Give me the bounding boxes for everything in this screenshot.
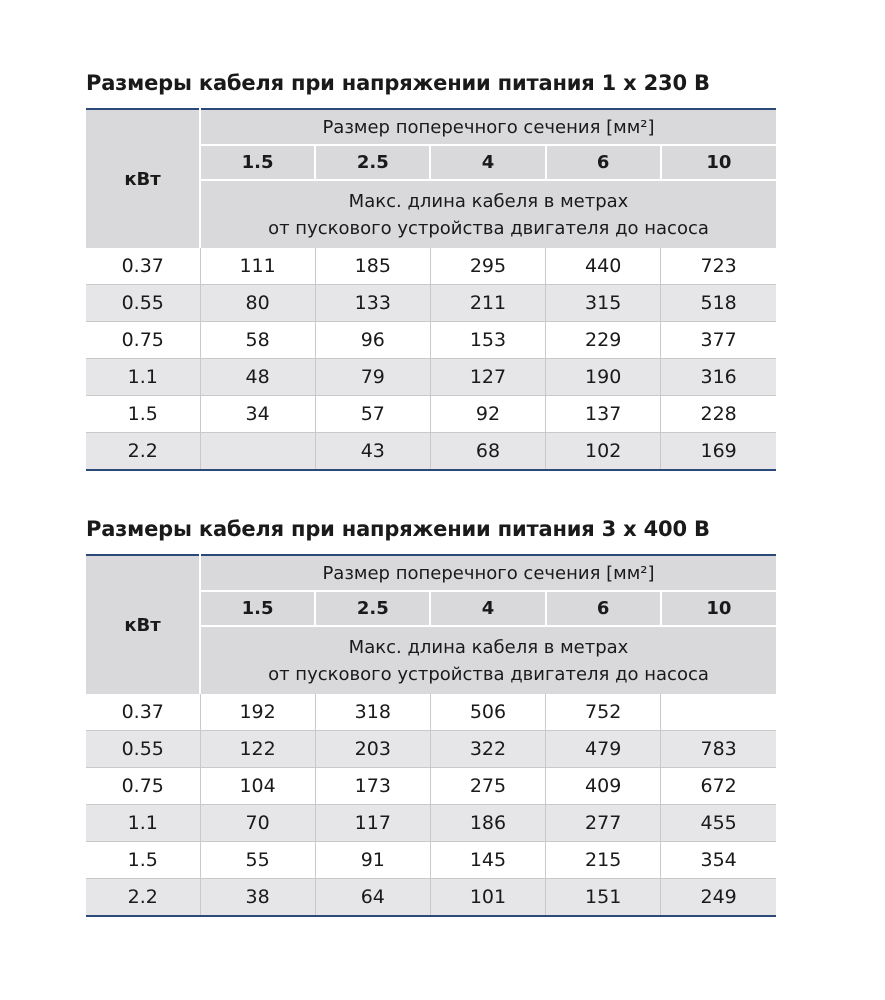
table-row (86, 768, 776, 805)
section-title: Размеры кабеля при напряжении питания 1 x 230 В (86, 71, 710, 95)
cross-section-cell: 1.5 (200, 145, 315, 180)
cross-section-header: Размер поперечного сечения [мм²] (200, 555, 776, 591)
length-cell: 409 (546, 768, 661, 805)
table-row (86, 694, 776, 731)
length-cell: 151 (546, 879, 661, 917)
table-row (86, 248, 776, 285)
kw-cell: 1.1 (86, 359, 200, 396)
length-cell: 70 (200, 805, 315, 842)
cross-section-cell: 2.5 (315, 145, 430, 180)
table-row (86, 731, 776, 768)
cable-table-section-3phase (86, 512, 776, 917)
length-cell: 96 (315, 322, 430, 359)
length-cell: 43 (315, 433, 430, 471)
kw-cell: 2.2 (86, 433, 200, 471)
length-cell: 137 (546, 396, 661, 433)
kw-cell: 2.2 (86, 879, 200, 917)
length-cell: 173 (315, 768, 430, 805)
length-header-line1: Макс. длина кабеля в метрах (348, 191, 629, 212)
length-cell: 203 (315, 731, 430, 768)
length-cell: 479 (546, 731, 661, 768)
cable-size-table (86, 554, 776, 917)
length-header (200, 626, 776, 694)
kw-cell: 1.1 (86, 805, 200, 842)
length-cell: 185 (315, 248, 430, 285)
length-cell: 192 (200, 694, 315, 731)
length-header (200, 180, 776, 248)
length-cell: 101 (430, 879, 545, 917)
length-cell (200, 433, 315, 471)
cross-section-cell: 4 (430, 145, 545, 180)
length-cell: 316 (661, 359, 776, 396)
length-cell: 55 (200, 842, 315, 879)
length-cell: 354 (661, 842, 776, 879)
kw-cell: 1.5 (86, 842, 200, 879)
cross-section-header: Размер поперечного сечения [мм²] (200, 109, 776, 145)
cross-section-cell: 10 (661, 145, 776, 180)
length-cell: 228 (661, 396, 776, 433)
length-cell: 58 (200, 322, 315, 359)
length-cell: 38 (200, 879, 315, 917)
table-row (86, 879, 776, 917)
length-cell: 275 (430, 768, 545, 805)
kw-cell: 0.37 (86, 248, 200, 285)
length-cell: 277 (546, 805, 661, 842)
table-row (86, 805, 776, 842)
length-cell: 48 (200, 359, 315, 396)
length-header-line2: от пускового устройства двигателя до насоса (268, 664, 709, 685)
kw-cell: 0.75 (86, 322, 200, 359)
cross-section-cell: 2.5 (315, 591, 430, 626)
length-cell: 57 (315, 396, 430, 433)
length-cell: 249 (661, 879, 776, 917)
cross-section-cell: 10 (661, 591, 776, 626)
length-cell: 91 (315, 842, 430, 879)
length-cell: 80 (200, 285, 315, 322)
length-cell: 127 (430, 359, 545, 396)
length-cell: 117 (315, 805, 430, 842)
length-cell: 211 (430, 285, 545, 322)
length-cell: 315 (546, 285, 661, 322)
length-cell (661, 694, 776, 731)
kw-header: кВт (86, 555, 200, 694)
length-cell: 229 (546, 322, 661, 359)
length-cell: 455 (661, 805, 776, 842)
length-cell: 318 (315, 694, 430, 731)
cable-table-section-1phase (86, 66, 776, 471)
table-row (86, 433, 776, 471)
length-cell: 322 (430, 731, 545, 768)
cable-size-table (86, 108, 776, 471)
cross-section-cell: 6 (546, 145, 661, 180)
length-cell: 723 (661, 248, 776, 285)
length-cell: 133 (315, 285, 430, 322)
section-title: Размеры кабеля при напряжении питания 3 x 400 В (86, 517, 710, 541)
cross-section-cell: 1.5 (200, 591, 315, 626)
length-cell: 186 (430, 805, 545, 842)
length-cell: 104 (200, 768, 315, 805)
length-cell: 506 (430, 694, 545, 731)
length-cell: 68 (430, 433, 545, 471)
length-header-line1: Макс. длина кабеля в метрах (348, 637, 629, 658)
length-cell: 440 (546, 248, 661, 285)
length-cell: 153 (430, 322, 545, 359)
kw-cell: 1.5 (86, 396, 200, 433)
kw-header: кВт (86, 109, 200, 248)
table-row (86, 359, 776, 396)
length-cell: 145 (430, 842, 545, 879)
length-cell: 377 (661, 322, 776, 359)
length-cell: 518 (661, 285, 776, 322)
length-cell: 215 (546, 842, 661, 879)
length-cell: 672 (661, 768, 776, 805)
length-cell: 34 (200, 396, 315, 433)
kw-cell: 0.55 (86, 731, 200, 768)
length-header-line2: от пускового устройства двигателя до насоса (268, 218, 709, 239)
length-cell: 111 (200, 248, 315, 285)
kw-cell: 0.75 (86, 768, 200, 805)
length-cell: 752 (546, 694, 661, 731)
length-cell: 102 (546, 433, 661, 471)
table-row (86, 396, 776, 433)
length-cell: 783 (661, 731, 776, 768)
length-cell: 79 (315, 359, 430, 396)
length-cell: 122 (200, 731, 315, 768)
table-row (86, 842, 776, 879)
length-cell: 64 (315, 879, 430, 917)
kw-cell: 0.55 (86, 285, 200, 322)
cross-section-cell: 4 (430, 591, 545, 626)
length-cell: 169 (661, 433, 776, 471)
length-cell: 190 (546, 359, 661, 396)
kw-cell: 0.37 (86, 694, 200, 731)
length-cell: 295 (430, 248, 545, 285)
table-row (86, 322, 776, 359)
length-cell: 92 (430, 396, 545, 433)
cross-section-cell: 6 (546, 591, 661, 626)
table-row (86, 285, 776, 322)
